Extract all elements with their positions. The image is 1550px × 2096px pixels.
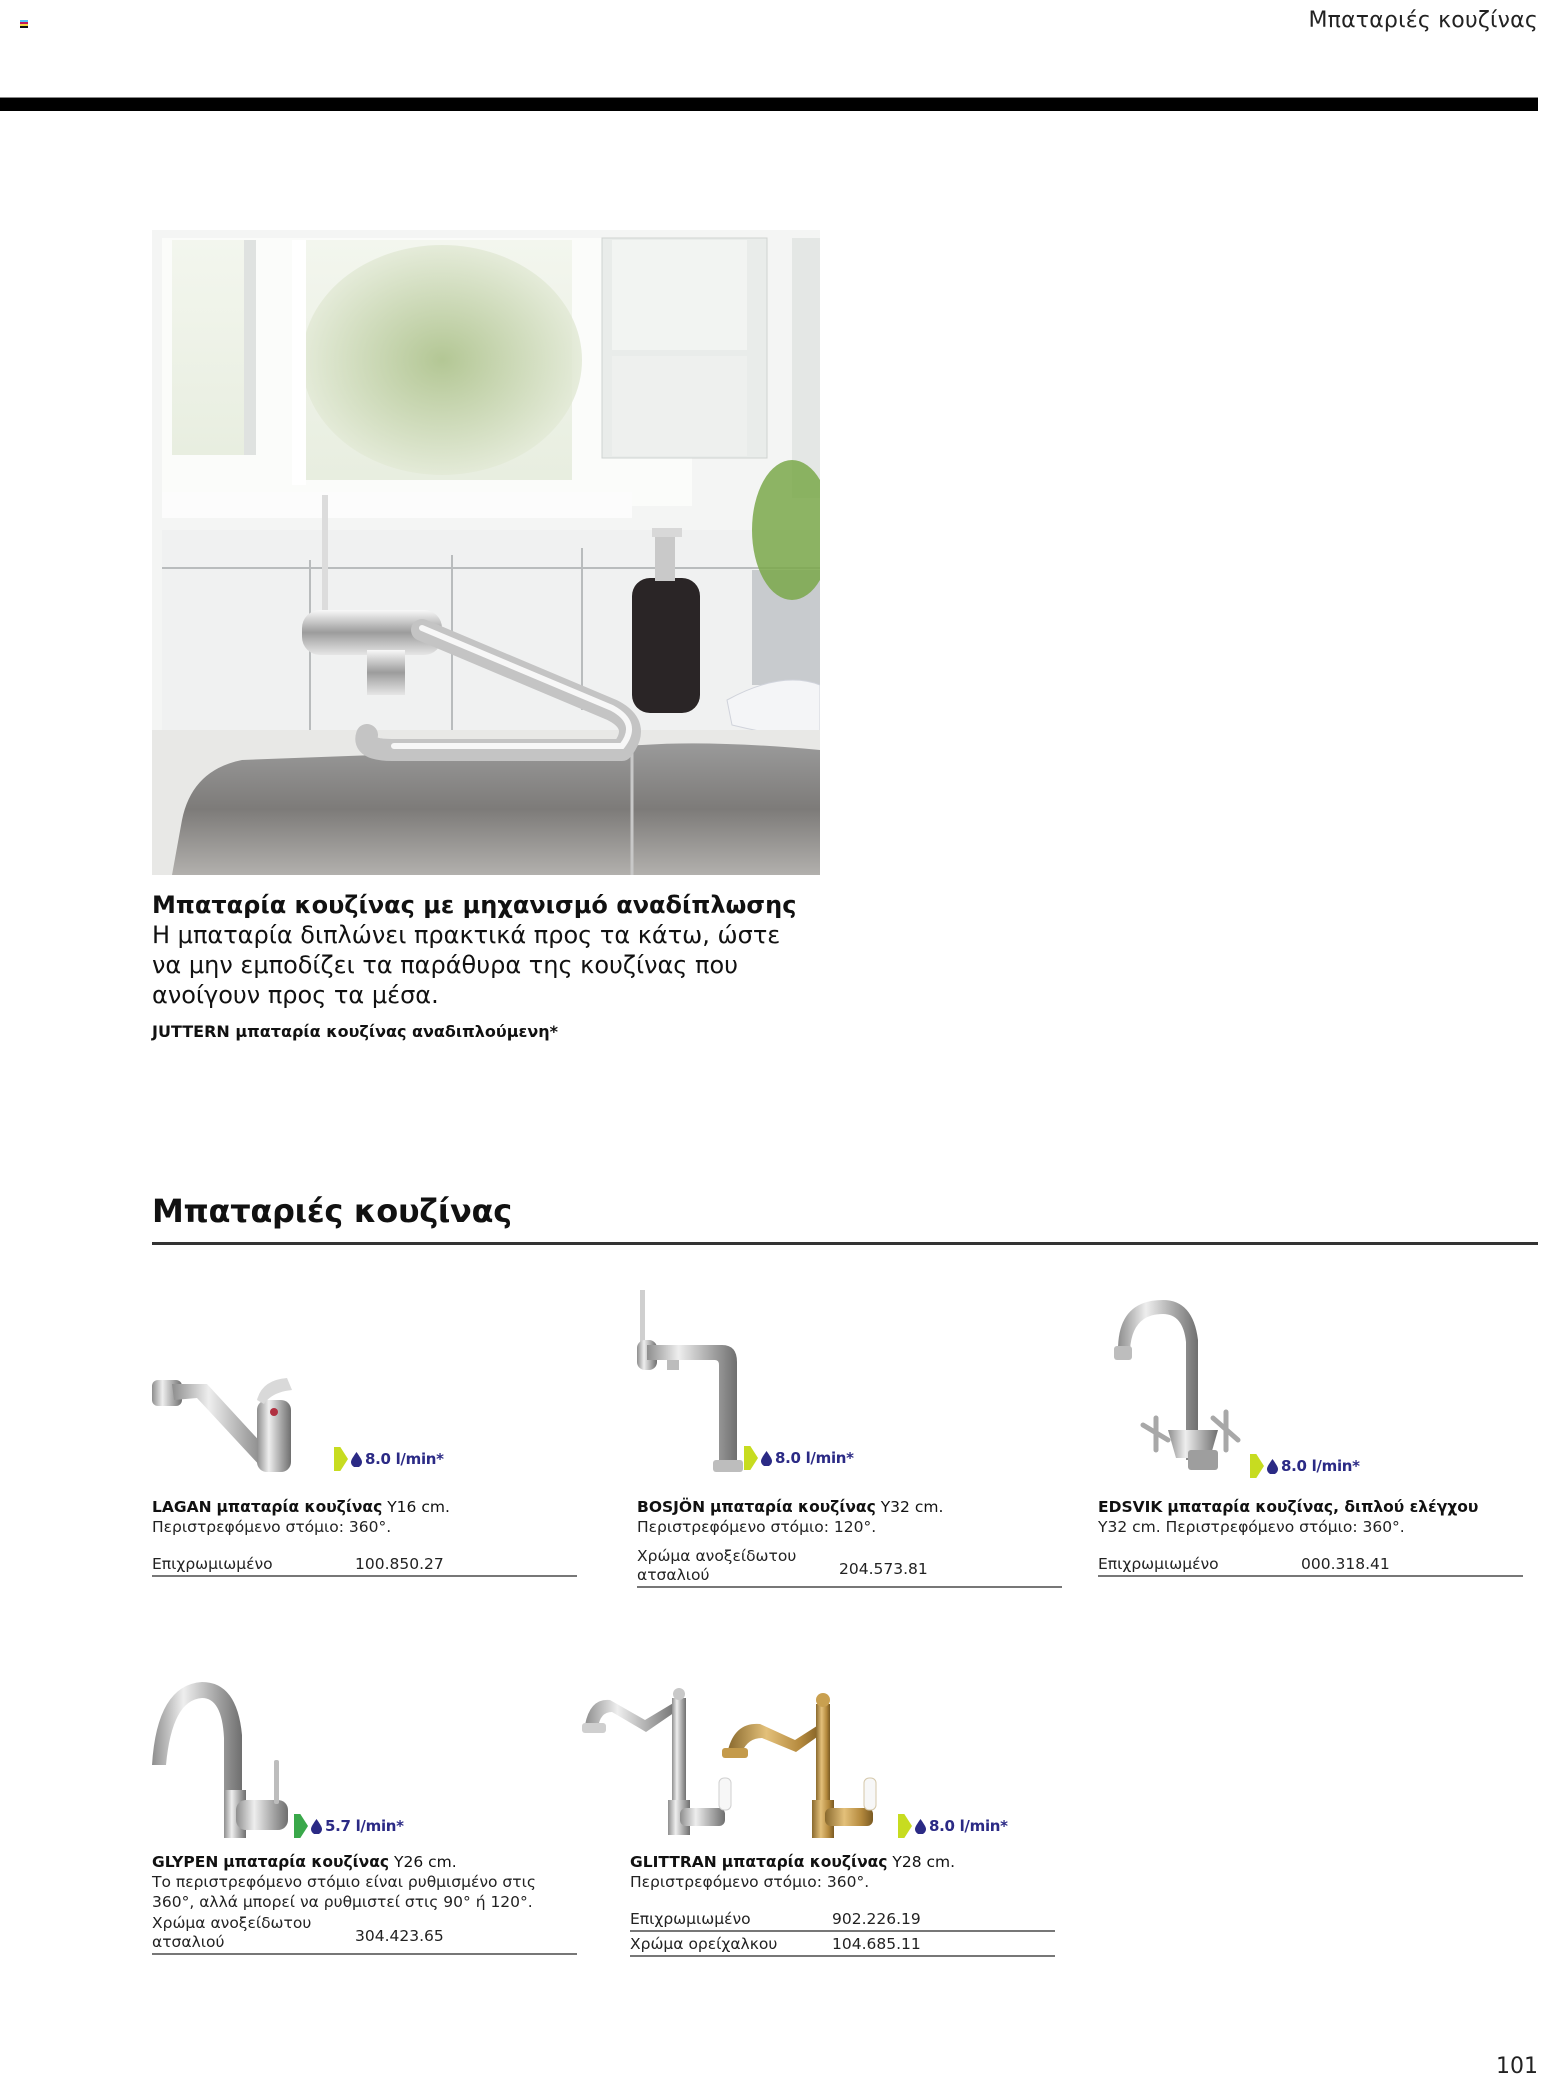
article-finish: Χρώμα ανοξείδωτου ατσαλιού	[637, 1547, 797, 1584]
glypen-faucet-icon	[152, 1660, 292, 1842]
article-table	[1098, 1555, 1523, 1577]
kitchen-sink-photo	[152, 230, 820, 875]
article-finish: Επιχρωμιωμένο	[630, 1910, 751, 1928]
product-card-bosjon	[637, 1290, 1062, 1588]
running-header-title: Μπαταριές κουζίνας	[1308, 8, 1538, 33]
feature-body-line: ανοίγουν προς τα μέσα.	[152, 981, 439, 1009]
product-title	[152, 1852, 577, 1872]
feature-title: Μπαταρία κουζίνας με μηχανισμό αναδίπλωσης	[152, 891, 797, 919]
product-description-line: Το περιστρεφόμενο στόμιο είναι ρυθμισμένο στις	[152, 1873, 536, 1891]
article-finish: Χρώμα ορείχαλκου	[630, 1935, 778, 1953]
article-row	[630, 1935, 1055, 1957]
product-name: GLYPEN	[152, 1853, 219, 1871]
article-table	[152, 1555, 577, 1577]
flow-rate: 8.0 l/min*	[365, 1450, 444, 1468]
product-type: μπαταρία κουζίνας, διπλού ελέγχου	[1167, 1498, 1479, 1516]
product-title	[637, 1497, 1062, 1517]
product-card-glypen	[152, 1660, 577, 1955]
product-description: Περιστρεφόμενο στόμιο: 120°.	[637, 1518, 877, 1536]
article-finish: Επιχρωμιωμένο	[1098, 1555, 1219, 1573]
article-row	[1098, 1555, 1523, 1577]
water-flow-badge	[334, 1447, 444, 1471]
article-row	[630, 1910, 1055, 1932]
product-description: Περιστρεφόμενο στόμιο: 360°.	[152, 1518, 392, 1536]
water-drop-icon	[351, 1452, 362, 1467]
product-name: GLITTRAN	[630, 1853, 717, 1871]
eco-arrow-icon	[898, 1814, 912, 1838]
eco-arrow-icon	[744, 1446, 758, 1470]
product-size: Υ16 cm.	[387, 1498, 450, 1516]
product-name: BOSJÖN	[637, 1498, 706, 1516]
article-table	[637, 1547, 1062, 1588]
flow-rate: 8.0 l/min*	[929, 1817, 1008, 1835]
glittran-faucet-icon	[580, 1660, 890, 1842]
flow-rate: 8.0 l/min*	[1281, 1457, 1360, 1475]
product-type: μπαταρία κουζίνας	[710, 1498, 876, 1516]
water-flow-badge	[744, 1446, 854, 1470]
print-registration-mark	[20, 20, 28, 29]
product-type: μπαταρία κουζίνας	[223, 1853, 390, 1871]
article-row	[152, 1555, 577, 1577]
water-drop-icon	[915, 1819, 926, 1834]
flow-rate: 5.7 l/min*	[325, 1817, 404, 1835]
product-name: LAGAN	[152, 1498, 212, 1516]
product-title	[1098, 1497, 1523, 1517]
product-title	[152, 1497, 577, 1517]
edsvik-faucet-icon	[1098, 1290, 1248, 1475]
article-row	[637, 1547, 1062, 1588]
flow-rate: 8.0 l/min*	[775, 1449, 854, 1467]
article-number: 902.226.19	[832, 1910, 921, 1928]
article-number: 104.685.11	[832, 1935, 921, 1953]
water-flow-badge	[294, 1814, 404, 1838]
article-number: 100.850.27	[355, 1555, 444, 1573]
product-size: Υ26 cm.	[393, 1853, 457, 1871]
article-number: 304.423.65	[355, 1927, 444, 1945]
product-title	[630, 1852, 1060, 1872]
feature-body	[152, 920, 832, 1010]
product-type: μπαταρία κουζίνας	[721, 1853, 888, 1871]
feature-body-line: Η μπαταρία διπλώνει πρακτικά προς τα κάτω, ώστε	[152, 921, 781, 949]
feature-product-name: JUTTERN μπαταρία κουζίνας αναδιπλούμενη*	[152, 1022, 559, 1041]
article-finish: Χρώμα ανοξείδωτου ατσαλιού	[152, 1914, 312, 1951]
water-flow-badge	[898, 1814, 1008, 1838]
product-card-glittran	[580, 1660, 1060, 1957]
folding-faucet-photo-icon	[152, 230, 820, 875]
section-rule	[152, 1242, 1538, 1245]
header-rule	[0, 97, 1538, 111]
eco-arrow-icon	[294, 1814, 308, 1838]
water-drop-icon	[311, 1819, 322, 1834]
product-description	[152, 1872, 577, 1912]
article-row	[152, 1914, 577, 1955]
product-type: μπαταρία κουζίνας	[216, 1498, 383, 1516]
product-card-lagan	[152, 1370, 577, 1577]
product-size: Υ28 cm.	[892, 1853, 956, 1871]
page-number: 101	[1496, 2054, 1538, 2079]
article-number: 000.318.41	[1301, 1555, 1390, 1573]
eco-arrow-icon	[1250, 1454, 1264, 1478]
product-description-line: 360°, αλλά μπορεί να ρυθμιστεί στις 90° ή 120°.	[152, 1893, 533, 1911]
product-size: Υ32 cm.	[880, 1498, 944, 1516]
section-title: Μπαταριές κουζίνας	[152, 1192, 512, 1230]
product-description: Υ32 cm. Περιστρεφόμενο στόμιο: 360°.	[1098, 1518, 1405, 1536]
water-drop-icon	[761, 1451, 772, 1466]
article-number: 204.573.81	[839, 1560, 928, 1578]
product-card-edsvik	[1098, 1290, 1523, 1577]
lagan-faucet-icon	[152, 1370, 332, 1475]
eco-arrow-icon	[334, 1447, 348, 1471]
feature-block	[152, 890, 832, 1041]
water-flow-badge	[1250, 1454, 1360, 1478]
product-description: Περιστρεφόμενο στόμιο: 360°.	[630, 1873, 870, 1891]
article-table	[152, 1914, 577, 1955]
feature-body-line: να μην εμποδίζει τα παράθυρα της κουζίνας που	[152, 951, 739, 979]
article-finish: Επιχρωμιωμένο	[152, 1555, 273, 1573]
water-drop-icon	[1267, 1459, 1278, 1474]
product-name: EDSVIK	[1098, 1498, 1163, 1516]
article-table	[630, 1910, 1055, 1957]
